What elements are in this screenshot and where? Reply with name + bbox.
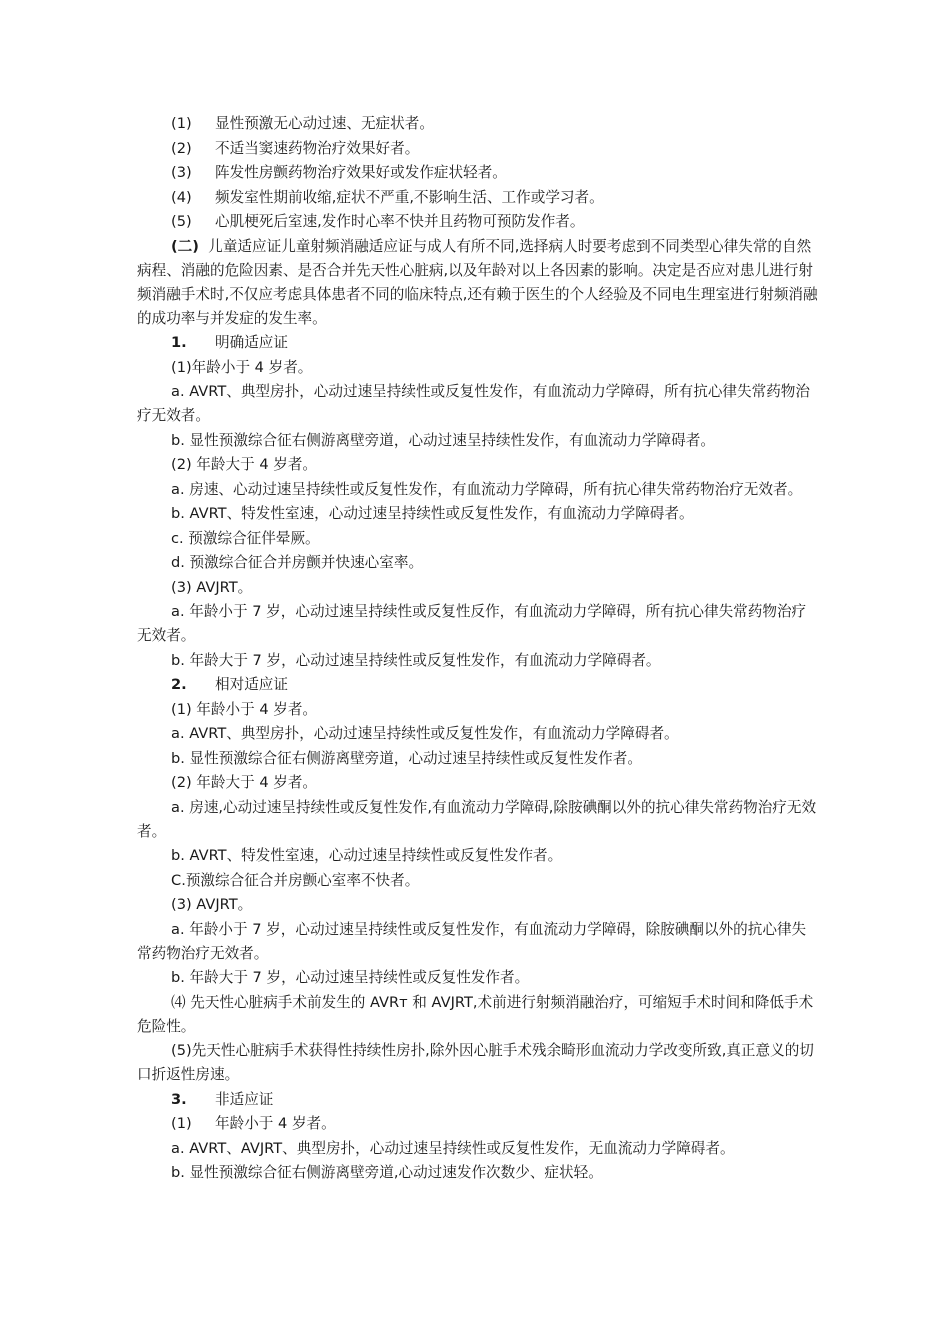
section-children-paragraph: (二) 儿童适应证儿童射频消融适应证与成人有所不同,选择病人时要考虑到不同类型心律失常的自然病程、消融的危险因素、是否合并先天性心脏病,以及年龄对以上各因素的影响。决定是否应对患儿进行射频消融手术时,不仅应考虑具体患者不同的临床特点,还有赖于医生的个人经验及不同电生理室进行射频消融的成功率与并发症的发生率。 bbox=[137, 237, 818, 327]
list-item: b. 年龄大于 7 岁，心动过速呈持续性或反复性发作者。 bbox=[171, 969, 530, 986]
list-item: (3) 阵发性房颤药物治疗效果好或发作症状轻者。 bbox=[171, 164, 507, 181]
list-item: (3) AVJRT。 bbox=[171, 896, 253, 913]
list-item: b. 年龄大于 7 岁，心动过速呈持续性或反复性发作，有血流动力学障碍者。 bbox=[171, 651, 661, 669]
list-item: (5) 心肌梗死后室速,发作时心率不快并且药物可预防发作者。 bbox=[171, 213, 585, 230]
list-item: a. AVRT、典型房扑，心动过速呈持续性或反复性发作，有血流动力学障碍者。 bbox=[171, 725, 679, 742]
list-item: a. 年龄小于 7 岁，心动过速呈持续性或反复性发作，有血流动力学障碍，除胺碘酮以外的抗心律失常药物治疗无效者。 bbox=[137, 920, 807, 962]
list-item: b. 显性预激综合征右侧游离壁旁道，心动过速呈持续性或反复性发作者。 bbox=[171, 749, 642, 767]
list-item: C.预激综合征合并房颤心室率不快者。 bbox=[171, 871, 420, 889]
list-item: b. 显性预激综合征右侧游离壁旁道，心动过速呈持续性发作，有血流动力学障碍者。 bbox=[171, 431, 715, 449]
list-item: d. 预激综合征合并房颤并快速心室率。 bbox=[171, 554, 424, 571]
list-item: (1) 年龄小于 4 岁者。 bbox=[171, 1115, 336, 1132]
list-item: b. AVRT、特发性室速，心动过速呈持续性或反复性发作者。 bbox=[171, 847, 563, 864]
list-item: (4) 频发室性期前收缩,症状不严重,不影响生活、工作或学习者。 bbox=[171, 188, 604, 206]
list-item: a. AVRT、AVJRT、典型房扑，心动过速呈持续性或反复性发作，无血流动力学障碍者。 bbox=[171, 1139, 735, 1157]
list-item: (1) 显性预激无心动过速、无症状者。 bbox=[171, 115, 434, 132]
list-item: ⑷ 先天性心脏病手术前发生的 AVRт 和 AVJRT,术前进行射频消融治疗，可缩短手术时间和降低手术危险性。 bbox=[137, 993, 814, 1035]
list-item: a. 房速,心动过速呈持续性或反复性发作,有血流动力学障碍,除胺碘酮以外的抗心律失常药物治疗无效者。 bbox=[137, 798, 817, 840]
section-number: (二) bbox=[171, 237, 199, 255]
list-item: a. 年龄小于 7 岁，心动过速呈持续性或反复性反作，有血流动力学障碍，所有抗心律失常药物治疗无效者。 bbox=[137, 603, 807, 644]
list-item: a. AVRT、典型房扑，心动过速呈持续性或反复性发作，有血流动力学障碍，所有抗心律失常药物治疗无效者。 bbox=[137, 383, 810, 424]
section-heading: 1. 明确适应证 bbox=[171, 334, 288, 351]
list-item: (1)年龄小于 4 岁者。 bbox=[171, 358, 313, 376]
list-item: (5)先天性心脏病手术获得性持续性房扑,除外因心脏手术残余畸形血流动力学改变所致,真正意义的切口折返性房速。 bbox=[137, 1042, 814, 1083]
list-item: b. 显性预激综合征右侧游离壁旁道,心动过速发作次数少、症状轻。 bbox=[171, 1164, 603, 1181]
list-item: c. 预激综合征伴晕厥。 bbox=[171, 529, 320, 547]
section-heading: 3. 非适应证 bbox=[171, 1090, 274, 1108]
list-item: (2) 不适当窦速药物治疗效果好者。 bbox=[171, 139, 420, 157]
list-item: a. 房速、心动过速呈持续性或反复性发作，有血流动力学障碍，所有抗心律失常药物治疗无效者。 bbox=[171, 480, 803, 498]
list-item: b. AVRT、特发性室速，心动过速呈持续性或反复性发作，有血流动力学障碍者。 bbox=[171, 505, 694, 522]
list-item: (2) 年龄大于 4 岁者。 bbox=[171, 774, 318, 791]
document-body bbox=[137, 112, 819, 1185]
list-item: (2) 年龄大于 4 岁者。 bbox=[171, 456, 318, 473]
section-heading: 2. 相对适应证 bbox=[171, 676, 288, 693]
list-item: (1) 年龄小于 4 岁者。 bbox=[171, 700, 318, 718]
list-item: (3) AVJRT。 bbox=[171, 578, 253, 596]
